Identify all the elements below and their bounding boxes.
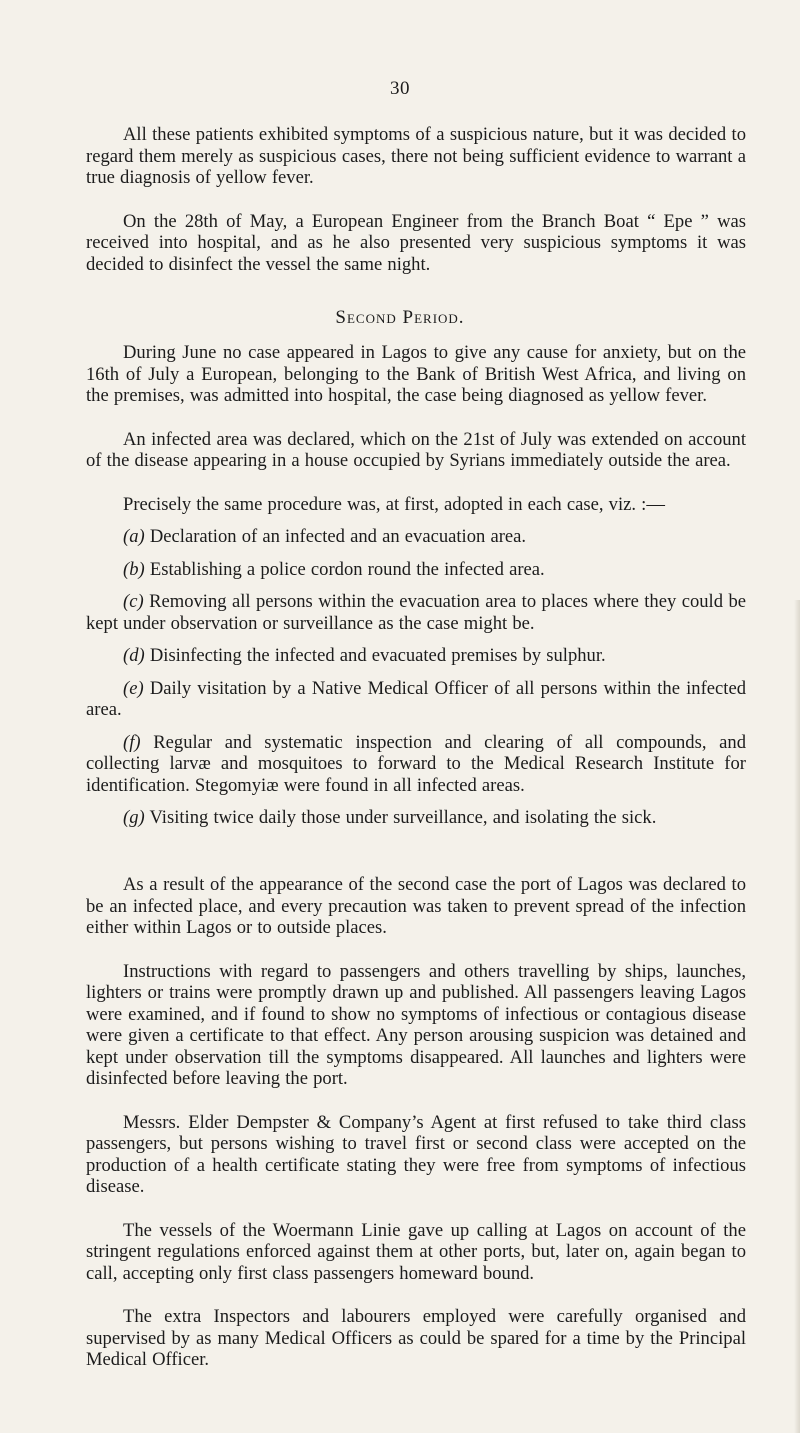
paragraph: The extra Inspectors and labourers employed were carefully organised and supervised by as many Medical Officers as could be spared for a time by the Principal Medical Officer. <box>86 1306 746 1370</box>
text-block-bottom <box>86 874 746 1371</box>
paragraph: All these patients exhibited symptoms of a suspicious nature, but it was decided to regard them merely as suspicious cases, there not being sufficient evidence to warrant a true diagnosis of yellow fever. <box>86 124 746 188</box>
text-block-middle <box>86 342 746 829</box>
page-edge-shadow <box>794 600 800 1433</box>
paragraph: During June no case appeared in Lagos to give any cause for anxiety, but on the 16th of July a European, belonging to the Bank of British West Africa, and living on the premises, was admitted into hospital, the case being diagnosed as yellow fever. <box>86 342 746 406</box>
list-item <box>86 526 746 548</box>
list-item <box>86 645 746 667</box>
list-item-text: Daily visitation by a Native Medical Officer of all persons within the infected area. <box>86 677 746 720</box>
paragraph: Messrs. Elder Dempster & Company’s Agent at first refused to take third class passengers, but persons wishing to travel first or second class were accepted on the production of a health certificate stating they were free from symptoms of infectious disease. <box>86 1111 746 1197</box>
list-item <box>86 807 746 829</box>
list-item-text: Visiting twice daily those under surveillance, and isolating the sick. <box>149 807 657 828</box>
list-marker: (f) <box>123 731 141 753</box>
list-marker: (c) <box>123 591 144 612</box>
paragraph: An infected area was declared, which on the 21st of July was extended on account of the disease appearing in a house occupied by Syrians immediately outside the area. <box>86 428 746 471</box>
paragraph: On the 28th of May, a European Engineer from the Branch Boat “ Epe ” was received into hospital, and as he also presented very suspicious symptoms it was decided to disinfect the vessel the same night. <box>86 210 746 275</box>
list-item-text: Regular and systematic inspection and clearing of all compounds, and collecting larvæ and mosquitoes to forward to the Medical Research Institute for identification. Stegomyiæ were found in all infected areas. <box>86 731 746 796</box>
list-marker: (e) <box>123 677 144 699</box>
list-item-text: Establishing a police cordon round the infected area. <box>149 558 545 580</box>
list-marker: (g) <box>123 807 145 828</box>
list-item-text: Disinfecting the infected and evacuated premises by sulphur. <box>149 645 606 666</box>
list-marker: (a) <box>123 526 145 547</box>
list-item <box>86 559 746 581</box>
list-marker: (b) <box>123 558 145 580</box>
paragraph: Precisely the same procedure was, at first, adopted in each case, viz. :— <box>123 493 665 515</box>
list-marker: (d) <box>123 645 145 666</box>
page-number: 30 <box>390 78 410 99</box>
list-item-text: Removing all persons within the evacuation area to places where they could be kept under observation or surveillance as the case might be. <box>86 591 746 634</box>
list-item-text: Declaration of an infected and an evacuation area. <box>149 526 527 547</box>
text-block-top <box>86 124 746 275</box>
paragraph: As a result of the appearance of the second case the port of Lagos was declared to be an infected place, and every precaution was taken to prevent spread of the infection either within Lagos or to outside places. <box>86 874 746 938</box>
list-item <box>86 678 746 721</box>
list-item <box>86 732 746 797</box>
section-heading: Second Period. <box>335 307 465 328</box>
paragraph: Instructions with regard to passengers and others travelling by ships, launches, lighters or trains were promptly drawn up and published. All passengers leaving Lagos were examined, and if found to show no symptoms of infectious or contagious disease were given a certificate to that effect. Any person arousing suspicion was detained and kept under observation till the symptoms disappeared. All launches and lighters were disinfected before leaving the port. <box>86 960 746 1089</box>
list-item <box>86 591 746 634</box>
paragraph: The vessels of the Woermann Linie gave up calling at Lagos on account of the stringent regulations enforced against them at other ports, but, later on, again began to call, accepting only first class passengers homeward bound. <box>86 1219 746 1284</box>
